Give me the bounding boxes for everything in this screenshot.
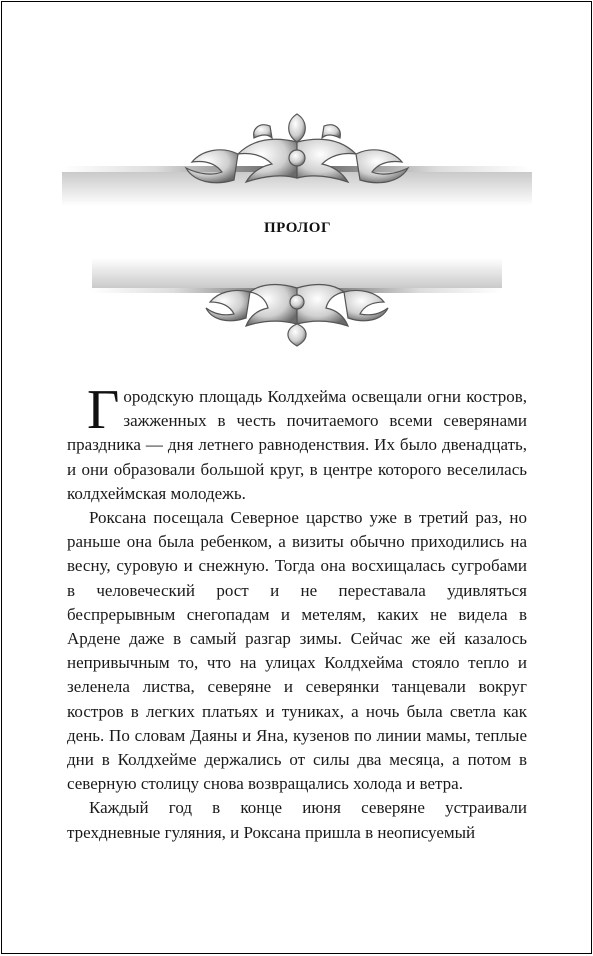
paragraph-2: Роксана посещала Северное царство уже в третий раз, но раньше она была ребенком, а визиты обычно приходились на весну, суровую и снежную. Тогда она восхищалась сугробами в человеческий рост и не переставала удивляться беспрерывным снегопадам и метелям, каких не видела в Ардене даже в самый разгар зимы. Сейчас же ей казалось непривычным то, что на улицах Колдхейма стояло тепло и зеленела листва, северяне и северянки танцевали вокруг костров в легких платьях и туниках, а ночь была светла как день. По словам Даяны и Яна, кузенов по линии мамы, теплые дни в Колдхейме держались от силы два месяца, а потом в северную столицу снова возвращались холода и ветра. bbox=[67, 508, 527, 794]
paragraph-1-text: ородскую площадь Колдхейма освещали огни костров, зажженных в честь почитаемого всеми северянами праздника — дня летнего равноденствия. Их было двенадцать, и они образовали большой круг, в центре которого веселилась колдхеймская молодежь. bbox=[67, 387, 527, 503]
paragraph-3: Каждый год в конце июня северяне устраивали трехдневные гуляния, и Роксана пришла в неописуемый bbox=[67, 798, 527, 842]
drop-cap: Г bbox=[87, 379, 120, 441]
chapter-title: ПРОЛОГ bbox=[263, 220, 332, 236]
book-page bbox=[1, 1, 592, 954]
bottom-ornament-icon bbox=[2, 258, 593, 350]
body-text bbox=[67, 379, 527, 845]
paragraph-1 bbox=[67, 379, 527, 506]
top-ornament-icon bbox=[2, 106, 593, 206]
